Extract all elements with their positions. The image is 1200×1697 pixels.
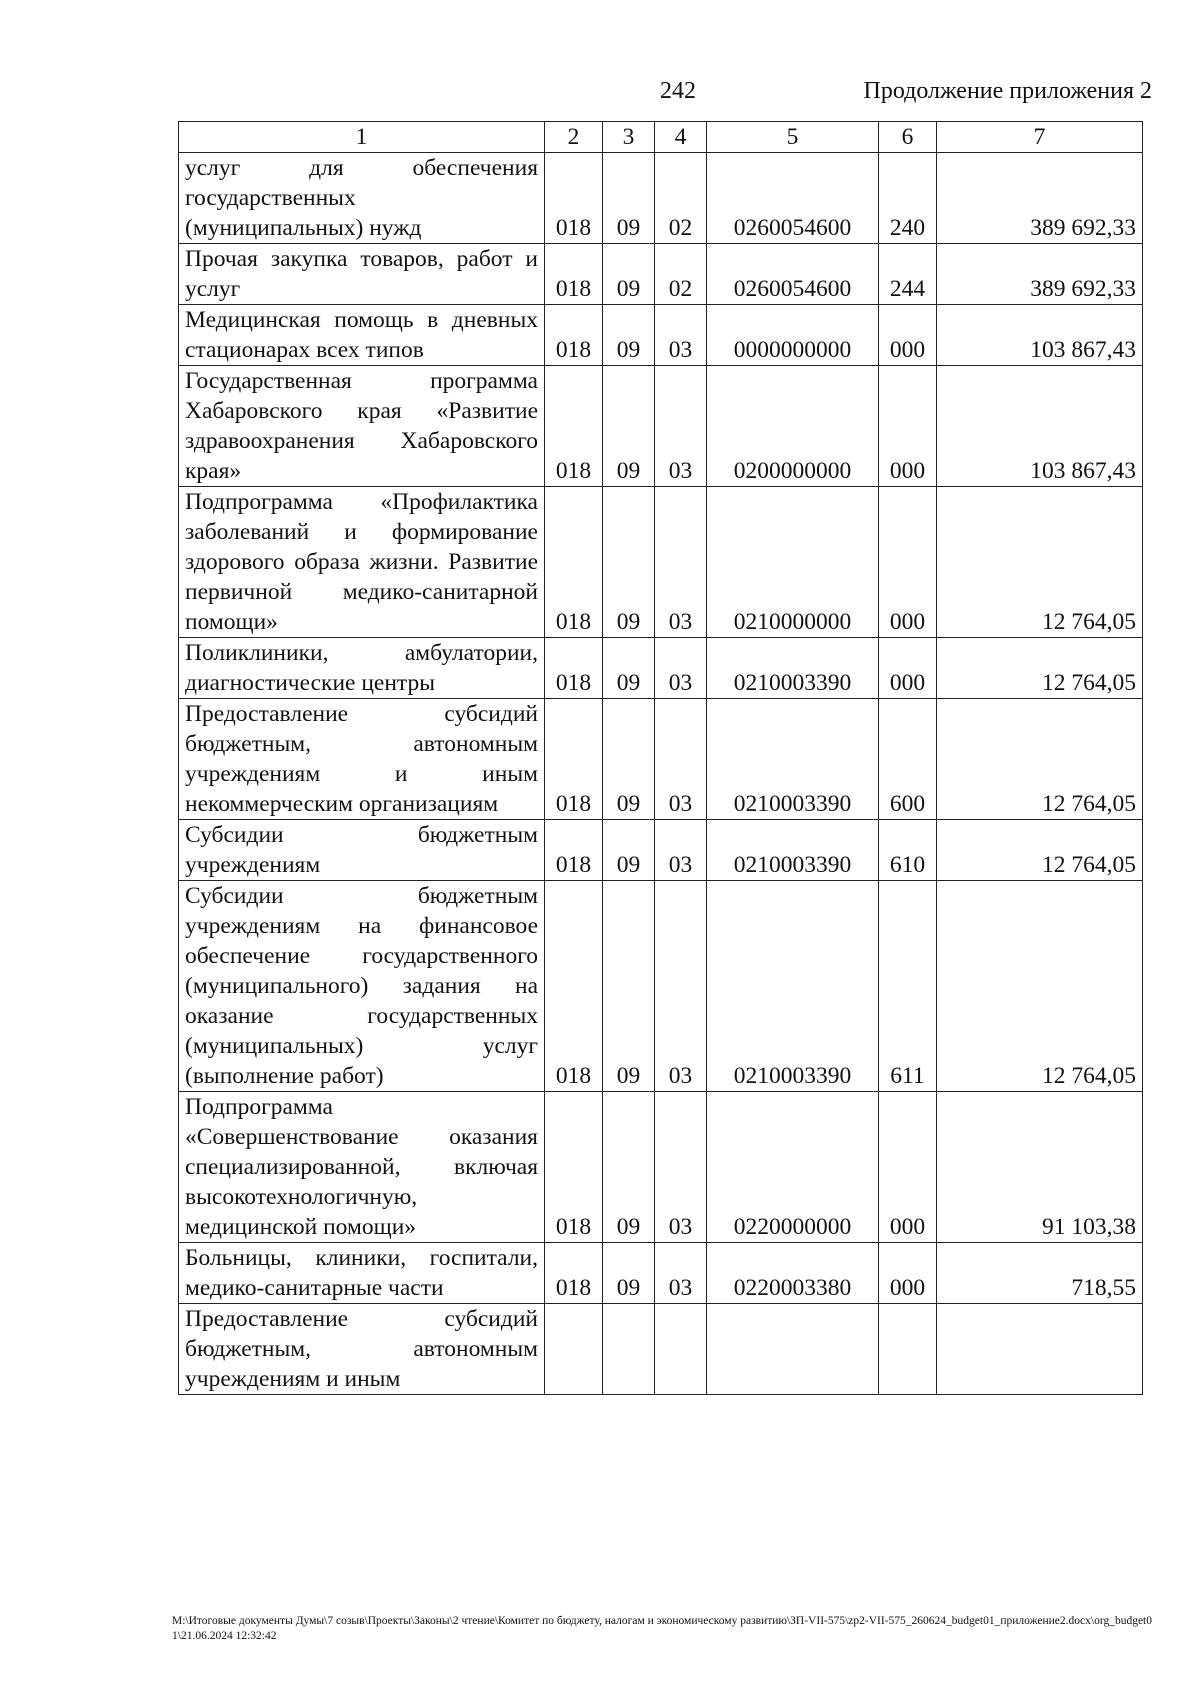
- table-row: [179, 244, 1143, 305]
- table-row: [179, 1304, 1143, 1395]
- row-amount-cell: 389 692,33: [937, 153, 1143, 244]
- row-code-cell: 018: [545, 487, 603, 638]
- row-code-cell: 018: [545, 305, 603, 366]
- table-body: [179, 153, 1143, 1395]
- row-code-cell: 09: [603, 244, 655, 305]
- column-header: 4: [655, 122, 707, 153]
- row-amount-cell: 91 103,38: [937, 1092, 1143, 1243]
- row-code-cell: 09: [603, 638, 655, 699]
- row-code-cell: 09: [603, 366, 655, 487]
- row-name-cell: Подпрограмма «Совершенствование оказания специализированной, включая высокотехнологичную, медицинской помощи»: [179, 1092, 545, 1243]
- table-row: [179, 699, 1143, 820]
- row-code-cell: [879, 1304, 937, 1395]
- row-amount-cell: 12 764,05: [937, 820, 1143, 881]
- row-code-cell: 09: [603, 1092, 655, 1243]
- row-amount-cell: [937, 1304, 1143, 1395]
- table-row: [179, 366, 1143, 487]
- row-name-cell: Субсидии бюджетным учреждениям: [179, 820, 545, 881]
- row-name-cell: Предоставление субсидий бюджетным, автономным учреждениям и иным некоммерческим организациям: [179, 699, 545, 820]
- row-code-cell: 03: [655, 1092, 707, 1243]
- row-code-cell: 611: [879, 881, 937, 1092]
- row-amount-cell: 103 867,43: [937, 366, 1143, 487]
- table-row: [179, 1243, 1143, 1304]
- row-name-cell: Субсидии бюджетным учреждениям на финансовое обеспечение государственного (муниципального) задания на оказание государственных (муниципальных) услуг (выполнение работ): [179, 881, 545, 1092]
- table-row: [179, 153, 1143, 244]
- row-code-cell: 018: [545, 699, 603, 820]
- row-name-cell: услуг для обеспечения государственных (муниципальных) нужд: [179, 153, 545, 244]
- table-header-row: [179, 122, 1143, 153]
- column-header: 5: [707, 122, 879, 153]
- row-code-cell: 018: [545, 244, 603, 305]
- row-code-cell: 000: [879, 638, 937, 699]
- row-code-cell: 018: [545, 638, 603, 699]
- row-code-cell: 000: [879, 305, 937, 366]
- row-name-cell: Больницы, клиники, госпитали, медико-санитарные части: [179, 1243, 545, 1304]
- row-code-cell: 610: [879, 820, 937, 881]
- table-row: [179, 881, 1143, 1092]
- row-code-cell: 09: [603, 1243, 655, 1304]
- table-row: [179, 820, 1143, 881]
- row-code-cell: 0200000000: [707, 366, 879, 487]
- row-code-cell: 018: [545, 820, 603, 881]
- row-code-cell: 0210003390: [707, 881, 879, 1092]
- row-amount-cell: 103 867,43: [937, 305, 1143, 366]
- row-name-cell: Поликлиники, амбулатории, диагностические центры: [179, 638, 545, 699]
- row-amount-cell: 389 692,33: [937, 244, 1143, 305]
- table-row: [179, 305, 1143, 366]
- row-code-cell: 0210003390: [707, 699, 879, 820]
- row-code-cell: 244: [879, 244, 937, 305]
- row-code-cell: 0260054600: [707, 244, 879, 305]
- row-code-cell: 018: [545, 153, 603, 244]
- table-row: [179, 638, 1143, 699]
- row-code-cell: 000: [879, 487, 937, 638]
- column-header: 3: [603, 122, 655, 153]
- row-name-cell: Прочая закупка товаров, работ и услуг: [179, 244, 545, 305]
- row-code-cell: 000: [879, 366, 937, 487]
- row-code-cell: [603, 1304, 655, 1395]
- row-amount-cell: 12 764,05: [937, 487, 1143, 638]
- row-amount-cell: 12 764,05: [937, 638, 1143, 699]
- row-code-cell: 018: [545, 1243, 603, 1304]
- row-code-cell: 02: [655, 153, 707, 244]
- row-amount-cell: 12 764,05: [937, 699, 1143, 820]
- continuation-caption: Продолжение приложения 2: [863, 78, 1152, 104]
- row-name-cell: Государственная программа Хабаровского края «Развитие здравоохранения Хабаровского края»: [179, 366, 545, 487]
- row-code-cell: 03: [655, 487, 707, 638]
- row-code-cell: 600: [879, 699, 937, 820]
- row-code-cell: 09: [603, 305, 655, 366]
- row-code-cell: 03: [655, 820, 707, 881]
- row-code-cell: 0210003390: [707, 638, 879, 699]
- row-code-cell: 000: [879, 1243, 937, 1304]
- row-code-cell: 09: [603, 153, 655, 244]
- row-code-cell: 0210000000: [707, 487, 879, 638]
- row-code-cell: 03: [655, 366, 707, 487]
- row-code-cell: 03: [655, 1243, 707, 1304]
- row-code-cell: 09: [603, 881, 655, 1092]
- table-row: [179, 1092, 1143, 1243]
- row-code-cell: 03: [655, 881, 707, 1092]
- row-code-cell: 09: [603, 487, 655, 638]
- column-header: 2: [545, 122, 603, 153]
- document-file-path: M:\Итоговые документы Думы\7 созыв\Проекты\Законы\2 чтение\Комитет по бюджету, налогам и экономическому развитию\ЗП-VII-575\zp2-VII-575_260624_budget01_приложение2.docx\org_budget01\21.06.2024 12:32:42: [172, 1615, 1152, 1642]
- row-code-cell: [545, 1304, 603, 1395]
- row-code-cell: 0220003380: [707, 1243, 879, 1304]
- budget-table: [178, 121, 1143, 1395]
- row-code-cell: 03: [655, 699, 707, 820]
- row-code-cell: 018: [545, 366, 603, 487]
- row-code-cell: 03: [655, 305, 707, 366]
- row-code-cell: 0000000000: [707, 305, 879, 366]
- row-code-cell: 018: [545, 881, 603, 1092]
- row-name-cell: Медицинская помощь в дневных стационарах всех типов: [179, 305, 545, 366]
- row-code-cell: 03: [655, 638, 707, 699]
- row-amount-cell: 718,55: [937, 1243, 1143, 1304]
- row-code-cell: 02: [655, 244, 707, 305]
- row-code-cell: [655, 1304, 707, 1395]
- row-name-cell: Подпрограмма «Профилактика заболеваний и формирование здорового образа жизни. Развитие первичной медико-санитарной помощи»: [179, 487, 545, 638]
- row-code-cell: 240: [879, 153, 937, 244]
- row-code-cell: 018: [545, 1092, 603, 1243]
- column-header: 7: [937, 122, 1143, 153]
- row-amount-cell: 12 764,05: [937, 881, 1143, 1092]
- column-header: 1: [179, 122, 545, 153]
- page-number: 242: [660, 78, 696, 104]
- column-header: 6: [879, 122, 937, 153]
- row-code-cell: 0210003390: [707, 820, 879, 881]
- row-name-cell: Предоставление субсидий бюджетным, автономным учреждениям и иным: [179, 1304, 545, 1395]
- row-code-cell: [707, 1304, 879, 1395]
- row-code-cell: 0260054600: [707, 153, 879, 244]
- row-code-cell: 0220000000: [707, 1092, 879, 1243]
- row-code-cell: 09: [603, 699, 655, 820]
- table-row: [179, 487, 1143, 638]
- row-code-cell: 000: [879, 1092, 937, 1243]
- row-code-cell: 09: [603, 820, 655, 881]
